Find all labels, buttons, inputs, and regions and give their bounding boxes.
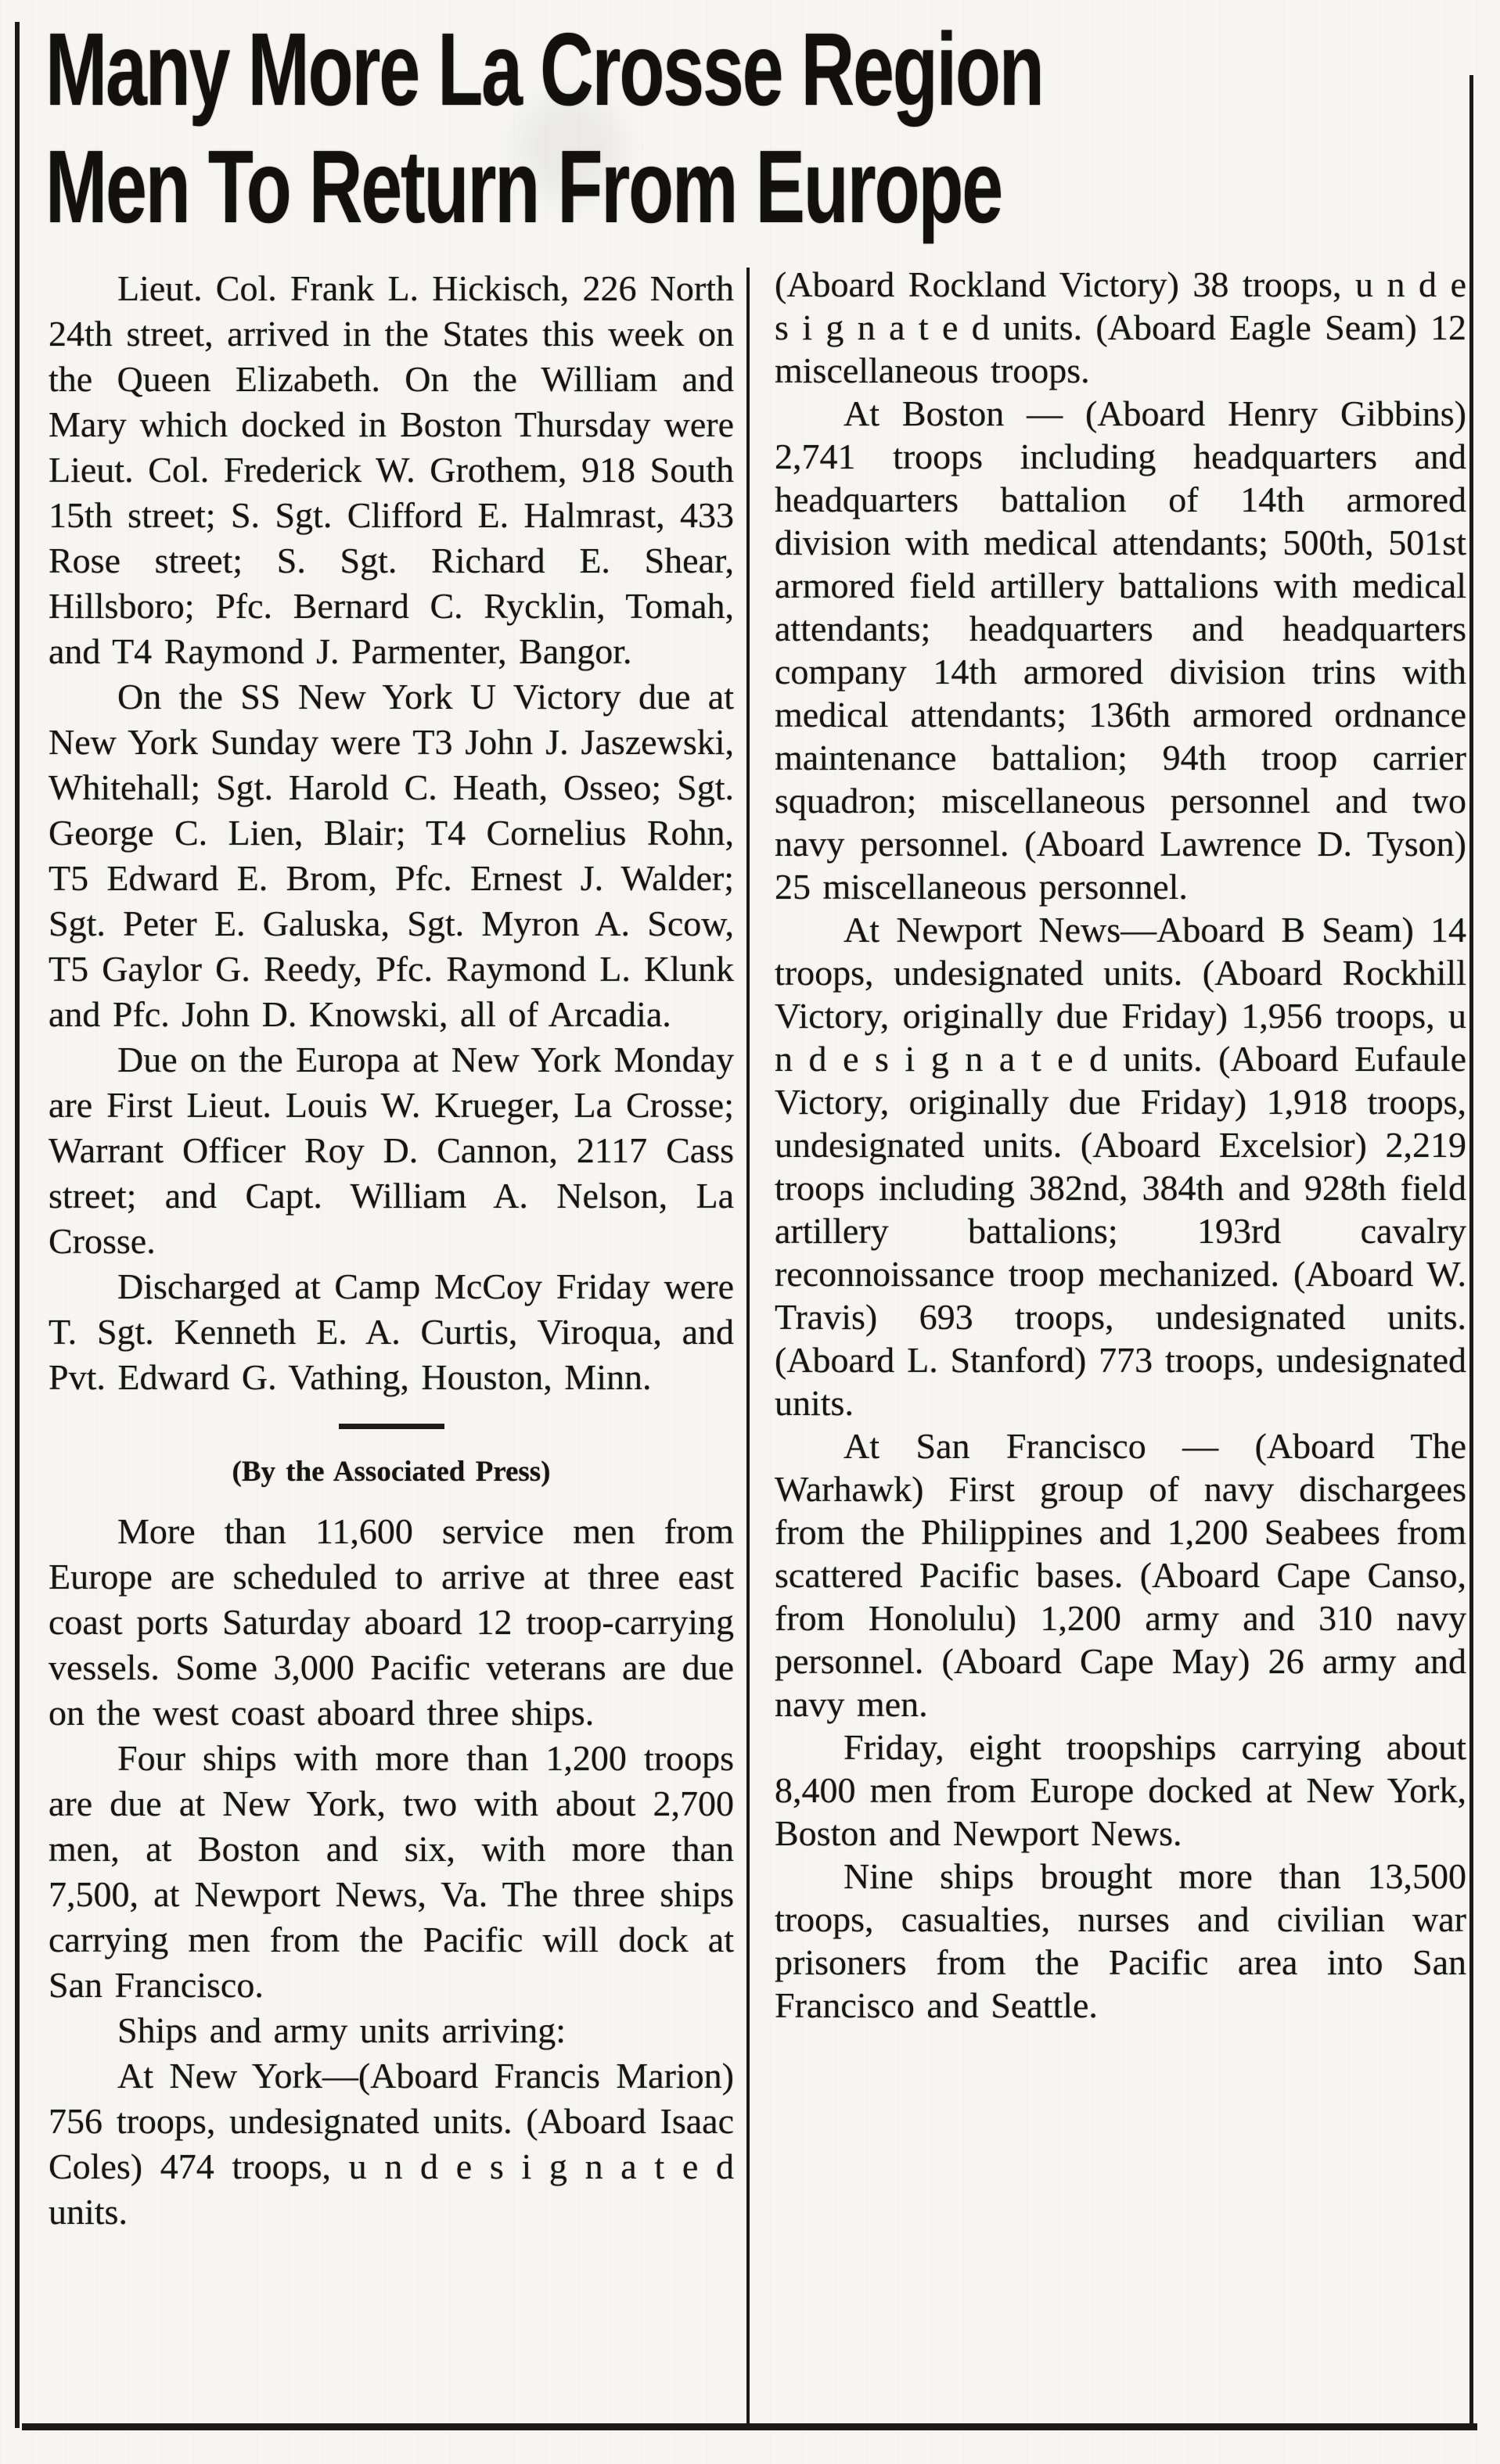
byline: (By the Associated Press) (232, 1456, 551, 1488)
paragraph: Nine ships brought more than 13,500 troops, casualties, nurses and civilian war prisoners from the Pacific area into San Francisco and Seattle. (775, 1856, 1466, 2025)
paragraph: Discharged at Camp McCoy Friday were T. Sgt. Kenneth E. A. Curtis, Viroqua, and Pvt. Edward G. Vathing, Houston, Minn. (49, 1266, 734, 1397)
paragraph: (Aboard Rockland Victory) 38 troops, u n d e s i g n a t e d units. (Aboard Eagle Seam) 12 miscellaneous troops. (775, 264, 1466, 390)
paragraph: At New York—(Aboard Francis Marion) 756 troops, undesignated units. (Aboard Isaac Coles) 474 troops, u n d e s i g n a t e d units. (49, 2056, 734, 2232)
paragraph: Ships and army units arriving: (117, 2010, 567, 2050)
paragraph: More than 11,600 service men from Europe are scheduled to arrive at three east coast ports Saturday aboard 12 troop-carrying vessels. Some 3,000 Pacific veterans are due on the west coast aboard three ships. (49, 1511, 734, 1733)
paragraph: At Newport News—Aboard B Seam) 14 troops, undesignated units. (Aboard Rockhill Victory, originally due Friday) 1,956 troops, u n d e s i g n a t e d units. (Aboard Eufaule Victory, originally due Friday) 1,918 troops, undesignated units. (Aboard Excelsior) 2,219 troops including 382nd, 384th and 928th field artillery battalions; 193rd cavalry reconnoissance troop mechanized. (Aboard W. Travis) 693 troops, undesignated units. (Aboard L. Stanford) 773 troops, undesignated units. (775, 910, 1466, 1423)
right-column (775, 263, 1466, 2027)
paragraph: On the SS New York U Victory due at New York Sunday were T3 John J. Jaszewski, Whitehall; Sgt. Harold C. Heath, Osseo; Sgt. George C. Lien, Blair; T4 Cornelius Rohn, T5 Edward E. Brom, Pfc. Ernest J. Walder; Sgt. Peter E. Galuska, Sgt. Myron A. Scow, T5 Gaylor G. Reedy, Pfc. Raymond L. Klunk and Pfc. John D. Knowski, all of Arcadia. (49, 677, 734, 1034)
right-border-rule (1469, 75, 1473, 2430)
headline-line-1: Many More La Crosse Region (45, 12, 1043, 127)
paragraph: Due on the Europa at New York Monday are First Lieut. Louis W. Krueger, La Crosse; Warrant Officer Roy D. Cannon, 2117 Cass street; and Capt. William A. Nelson, La Crosse. (49, 1040, 734, 1261)
paragraph: At Boston — (Aboard Henry Gibbins) 2,741 troops including headquarters and headquarters battalion of 14th armored division with medical attendants; 500th, 501st armored field artillery battalions with medical attendants; headquarters and headquarters company 14th armored division trins with medical attendants; 136th armored ordnance maintenance battalion; 94th troop carrier squadron; miscellaneous personnel and two navy personnel. (Aboard Lawrence D. Tyson) 25 miscellaneous personnel. (775, 393, 1466, 907)
paragraph: Four ships with more than 1,200 troops are due at New York, two with about 2,700 men, at Boston and six, with more than 7,500, at Newport News, Va. The three ships carrying men from the Pacific will dock at San Francisco. (49, 1738, 734, 2005)
paragraph: Lieut. Col. Frank L. Hickisch, 226 North 24th street, arrived in the States this week on the Queen Elizabeth. On the William and Mary which docked in Boston Thursday were Lieut. Col. Frederick W. Grothem, 918 South 15th street; S. Sgt. Clifford E. Halmrast, 433 Rose street; S. Sgt. Richard E. Shear, Hillsboro; Pfc. Bernard C. Rycklin, Tomah, and T4 Raymond J. Parmenter, Bangor. (49, 268, 734, 671)
headline-line-2: Men To Return From Europe (45, 129, 1002, 244)
column-divider-rule (746, 268, 750, 2428)
section-divider-rule (339, 1424, 444, 1429)
paragraph: At San Francisco — (Aboard The Warhawk) First group of navy dischargees from the Philippines and 1,200 Seabees from scattered Pacific bases. (Aboard Cape Canso, from Honolulu) 1,200 army and 310 navy personnel. (Aboard Cape May) 26 army and navy men. (775, 1426, 1466, 1724)
headline (45, 11, 1219, 246)
left-border-rule (15, 22, 20, 2428)
paragraph: Friday, eight troopships carrying about 8,400 men from Europe docked at New York, Boston and Newport News. (775, 1727, 1466, 1853)
bottom-border-rule (22, 2423, 1477, 2430)
left-column (49, 266, 734, 2235)
